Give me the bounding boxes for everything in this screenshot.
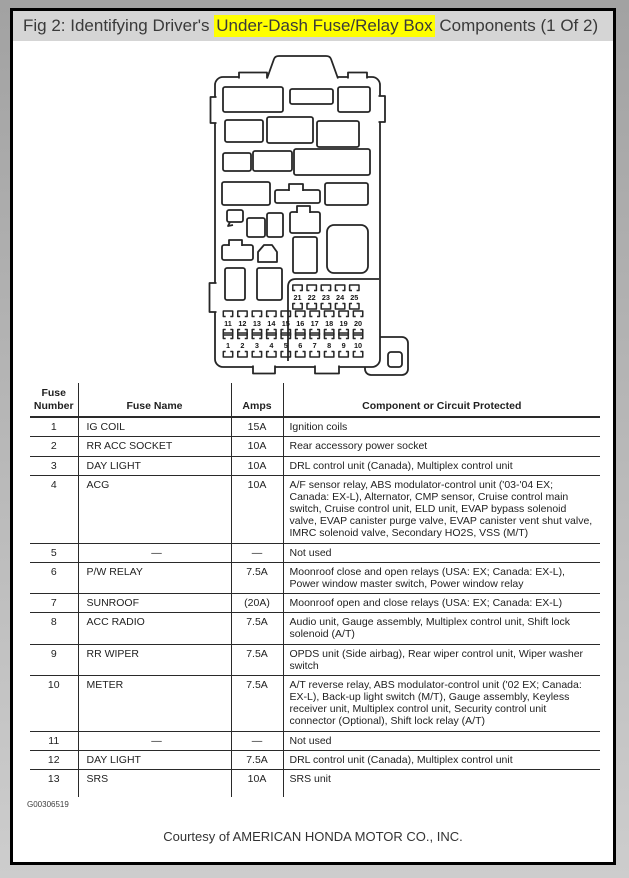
fuse-number-label: 1: [225, 340, 231, 350]
column-header: Fuse Name: [78, 383, 231, 417]
figure-code: G00306519: [27, 800, 69, 810]
table-cell-amps: 7.5A: [231, 644, 283, 675]
table-cell-num: 6: [30, 562, 78, 593]
table-cell-amps: 7.5A: [231, 750, 283, 769]
table-cell-num: 8: [30, 613, 78, 644]
fuse-number-label: 12: [238, 318, 247, 328]
table-row: [30, 562, 600, 593]
side-bump-left-lower: [210, 283, 217, 312]
fuse-box-diagram-area: [13, 41, 613, 383]
fuse-number-label: 11: [224, 318, 232, 328]
table-cell-num: 5: [30, 543, 78, 562]
fuse-number-label: 24: [336, 292, 345, 302]
table-cell-comp: Ignition coils: [283, 417, 600, 437]
table-cell-comp: Audio unit, Gauge assembly, Multiplex control unit, Shift lock solenoid (A/T): [283, 613, 600, 644]
table-cell-name: DAY LIGHT: [78, 750, 231, 769]
table-cell-name: —: [78, 543, 231, 562]
table-row: [30, 769, 600, 797]
table-cell-num: 7: [30, 594, 78, 613]
table-cell-comp: Rear accessory power socket: [283, 437, 600, 456]
fuse-number-label: 5: [283, 340, 288, 350]
side-bump-right: [379, 96, 386, 122]
table-row: [30, 475, 600, 543]
table-cell-amps: (20A): [231, 594, 283, 613]
table-row: [30, 675, 600, 731]
fuse-number-label: 3: [254, 340, 259, 350]
table-cell-name: RR ACC SOCKET: [78, 437, 231, 456]
table-cell-name: P/W RELAY: [78, 562, 231, 593]
table-cell-amps: —: [231, 543, 283, 562]
table-cell-name: SUNROOF: [78, 594, 231, 613]
table-cell-amps: —: [231, 731, 283, 750]
table-cell-comp: Not used: [283, 543, 600, 562]
fuse-number-label: 6: [298, 340, 303, 350]
bottom-tab-left: [253, 366, 275, 374]
fuse-number-label: 2: [240, 340, 245, 350]
fuse-number-label: 21: [293, 292, 302, 302]
fuse-number-label: 22: [307, 292, 316, 302]
table-cell-num: 9: [30, 644, 78, 675]
table-cell-name: METER: [78, 675, 231, 731]
fuse-number-label: 25: [350, 292, 359, 302]
table-cell-amps: 15A: [231, 417, 283, 437]
table-cell-num: 11: [30, 731, 78, 750]
courtesy-line: Courtesy of AMERICAN HONDA MOTOR CO., INC.: [163, 829, 463, 845]
table-cell-num: 2: [30, 437, 78, 456]
table-row: [30, 437, 600, 456]
table-cell-amps: 10A: [231, 769, 283, 797]
fuse-number-label: 17: [310, 318, 319, 328]
table-cell-name: RR WIPER: [78, 644, 231, 675]
fuse-number-label: 13: [252, 318, 261, 328]
table-row: [30, 750, 600, 769]
bottom-tab-right: [315, 366, 339, 374]
fuse-number-label: 9: [341, 340, 346, 350]
table-row: [30, 456, 600, 475]
table-cell-comp: A/F sensor relay, ABS modulator-control unit ('03-'04 EX; Canada: EX-L), Alternator, CMP sensor, Cruise control main switch, Cruise control unit, ELD unit, EVAP bypass solenoid valve, EVAP canister purge valve, EVAP canister vent shut valve, IMRC solenoid valve, Secondary HO2S, VSS (M/T): [283, 475, 600, 543]
table-cell-name: ACG: [78, 475, 231, 543]
fuse-table: [30, 383, 600, 797]
fuse-number-label: 8: [327, 340, 332, 350]
table-cell-comp: DRL control unit (Canada), Multiplex control unit: [283, 456, 600, 475]
table-cell-amps: 7.5A: [231, 562, 283, 593]
table-cell-comp: OPDS unit (Side airbag), Rear wiper control unit, Wiper washer switch: [283, 644, 600, 675]
fuse-number-label: 19: [339, 318, 348, 328]
fuse-box-diagram: [165, 48, 415, 380]
fuse-number-label: 7: [312, 340, 317, 350]
table-cell-comp: Moonroof open and close relays (USA: EX; Canada: EX-L): [283, 594, 600, 613]
top-step-right: [348, 73, 367, 79]
table-cell-comp: Moonroof close and open relays (USA: EX; Canada: EX-L), Power window master switch, Power window relay: [283, 562, 600, 593]
table-cell-name: IG COIL: [78, 417, 231, 437]
side-bump-left-upper: [211, 97, 217, 123]
table-row: [30, 644, 600, 675]
figure-title: [13, 11, 613, 41]
table-cell-name: DAY LIGHT: [78, 456, 231, 475]
table-cell-comp: SRS unit: [283, 769, 600, 797]
table-cell-num: 13: [47, 772, 60, 785]
fuse-number-label: 18: [325, 318, 334, 328]
top-step-left: [239, 73, 267, 79]
table-cell-comp: A/T reverse relay, ABS modulator-control unit ('02 EX; Canada: EX-L), Back-up light switch (M/T), Gauge assembly, Keyless receiver unit, Multiplex control unit, Security control unit connector (Optional), Shift lock relay (A/T): [283, 675, 600, 731]
fuse-number-label: 4: [269, 340, 274, 350]
top-connector-tab: [267, 56, 338, 79]
fuse-number-label: 16: [296, 318, 305, 328]
table-cell-amps: 10A: [231, 437, 283, 456]
table-cell-num: 1: [30, 417, 78, 437]
fuse-number-label: 14: [267, 318, 276, 328]
table-row: [30, 594, 600, 613]
figure-title-suffix: Components (1 Of 2): [434, 16, 599, 35]
column-header: Amps: [231, 383, 283, 417]
fuse-number-label: 15: [281, 318, 290, 328]
table-cell-comp: DRL control unit (Canada), Multiplex control unit: [283, 750, 600, 769]
table-cell-amps: 7.5A: [231, 675, 283, 731]
table-row: [30, 731, 600, 750]
fuse-number-label: 20: [353, 318, 363, 328]
column-header: Fuse Number: [30, 383, 78, 417]
figure-frame: [10, 8, 616, 865]
table-cell-num: 12: [30, 750, 78, 769]
table-row: [30, 417, 600, 437]
table-cell-num: 3: [30, 456, 78, 475]
column-header: Component or Circuit Protected: [283, 383, 600, 417]
table-cell-amps: 7.5A: [231, 613, 283, 644]
fuse-number-label: 23: [321, 292, 330, 302]
table-cell-amps: 10A: [231, 456, 283, 475]
table-row: [30, 613, 600, 644]
table-cell-num: 10: [30, 675, 78, 731]
table-row: [30, 543, 600, 562]
table-cell-num: 4: [30, 475, 78, 543]
table-cell-amps: 10A: [231, 475, 283, 543]
table-cell-name: ACC RADIO: [78, 613, 231, 644]
table-cell-comp: Not used: [283, 731, 600, 750]
figure-title-highlight: Under-Dash Fuse/Relay Box: [216, 16, 433, 35]
table-cell-name: SRS: [78, 769, 231, 797]
fuse-number-label: 10: [353, 340, 363, 350]
fuse-table-header: [30, 383, 600, 417]
figure-title-prefix: Fig 2: Identifying Driver's: [23, 16, 215, 35]
table-cell-name: —: [78, 731, 231, 750]
bracket-hole: [388, 352, 402, 367]
